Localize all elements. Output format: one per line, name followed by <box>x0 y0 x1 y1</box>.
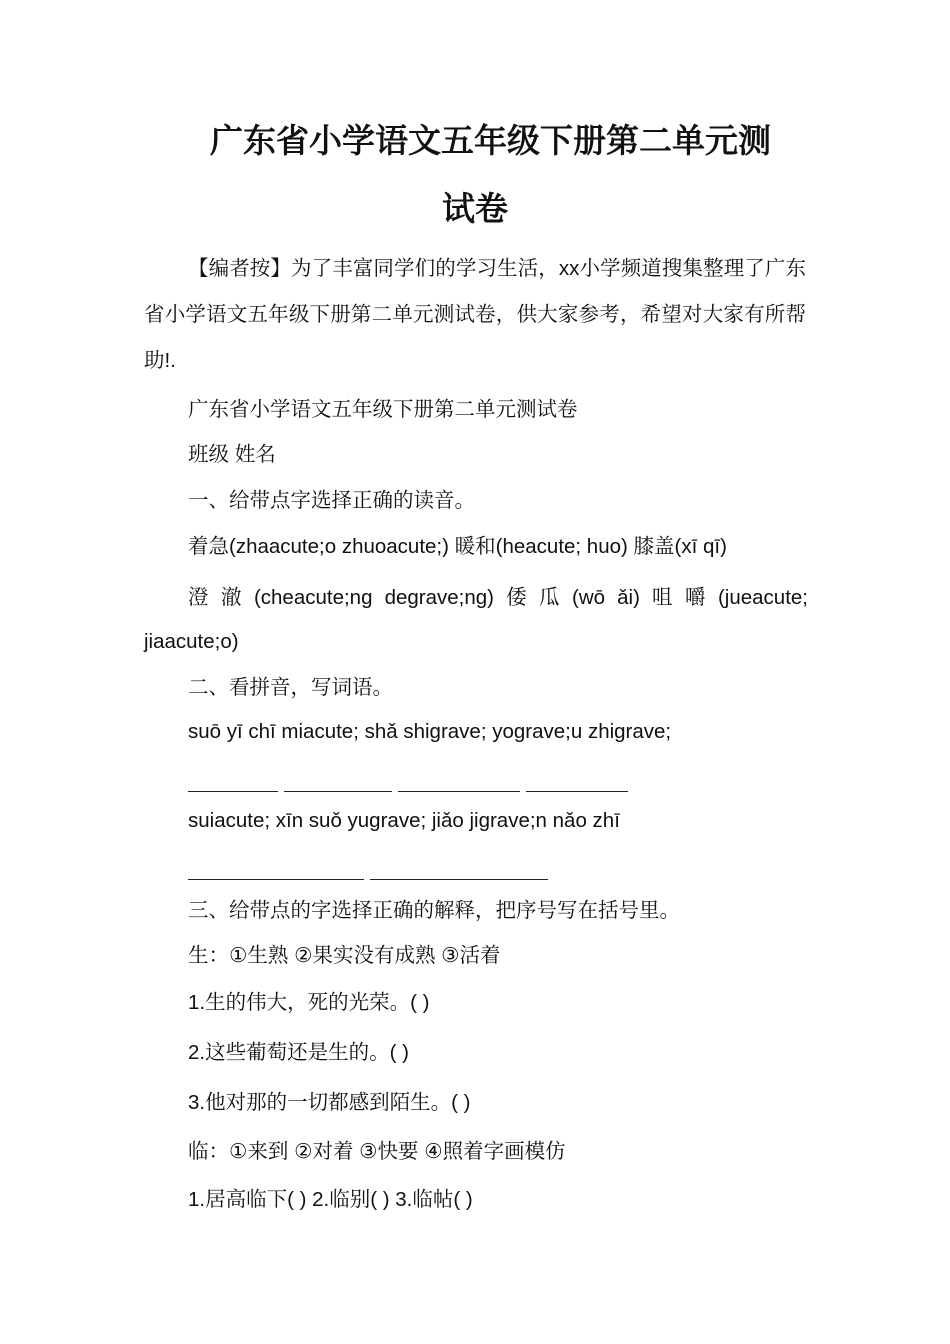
section-3-question-1: 1.生的伟大，死的光荣。( ) <box>188 991 430 1014</box>
section-1-heading: 一、给带点字选择正确的读音。 <box>188 489 475 512</box>
class-name-line: 班级 姓名 <box>188 443 276 466</box>
section-3-question-2: 2.这些葡萄还是生的。( ) <box>188 1041 409 1064</box>
section-1-line-1: 着急(zhaacute;o zhuoacute;) 暖和(heacute; huo) 膝盖(xī qī) <box>188 535 727 558</box>
answer-blanks-row-2 <box>188 869 808 890</box>
answer-blank <box>526 791 628 792</box>
answer-blank <box>188 791 278 792</box>
section-2-pinyin-1: suō yī chī miacute; shǎ shigrave; yograve;u zhigrave; <box>188 720 672 743</box>
section-3-question-3: 3.他对那的一切都感到陌生。( ) <box>188 1091 471 1114</box>
document-subtitle: 广东省小学语文五年级下册第二单元测试卷 <box>188 398 578 421</box>
answer-blanks-row-1 <box>188 781 808 802</box>
section-1-line-2: 澄 澈 (cheacute;ng degrave;ng) 倭 瓜 (wō ǎi) 咀 嚼 (jueacute; jiaacute;o) <box>144 586 808 653</box>
answer-blank <box>188 879 364 880</box>
answer-blank <box>398 791 520 792</box>
section-3-group-2-items: 1.居高临下( ) 2.临别( ) 3.临帖( ) <box>188 1188 473 1211</box>
answer-blank <box>370 879 548 880</box>
section-2-pinyin-2: suiacute; xīn suǒ yugrave; jiǎo jigrave;n nǎo zhī <box>188 809 620 832</box>
section-3-group-2-options: 临：①来到 ②对着 ③快要 ④照着字画模仿 <box>188 1140 566 1163</box>
section-3-group-1-options: 生：①生熟 ②果实没有成熟 ③活着 <box>188 944 501 967</box>
section-3-heading: 三、给带点的字选择正确的解释，把序号写在括号里。 <box>188 899 680 922</box>
document-title-line-1: 广东省小学语文五年级下册第二单元测 <box>210 121 771 160</box>
answer-blank <box>284 791 392 792</box>
document-title-line-2: 试卷 <box>442 189 508 228</box>
section-2-heading: 二、看拼音，写词语。 <box>188 676 393 699</box>
editor-note-paragraph: 【编者按】为了丰富同学们的学习生活，xx小学频道搜集整理了广东省小学语文五年级下册第二单元测试卷，供大家参考，希望对大家有所帮助!. <box>144 257 806 372</box>
